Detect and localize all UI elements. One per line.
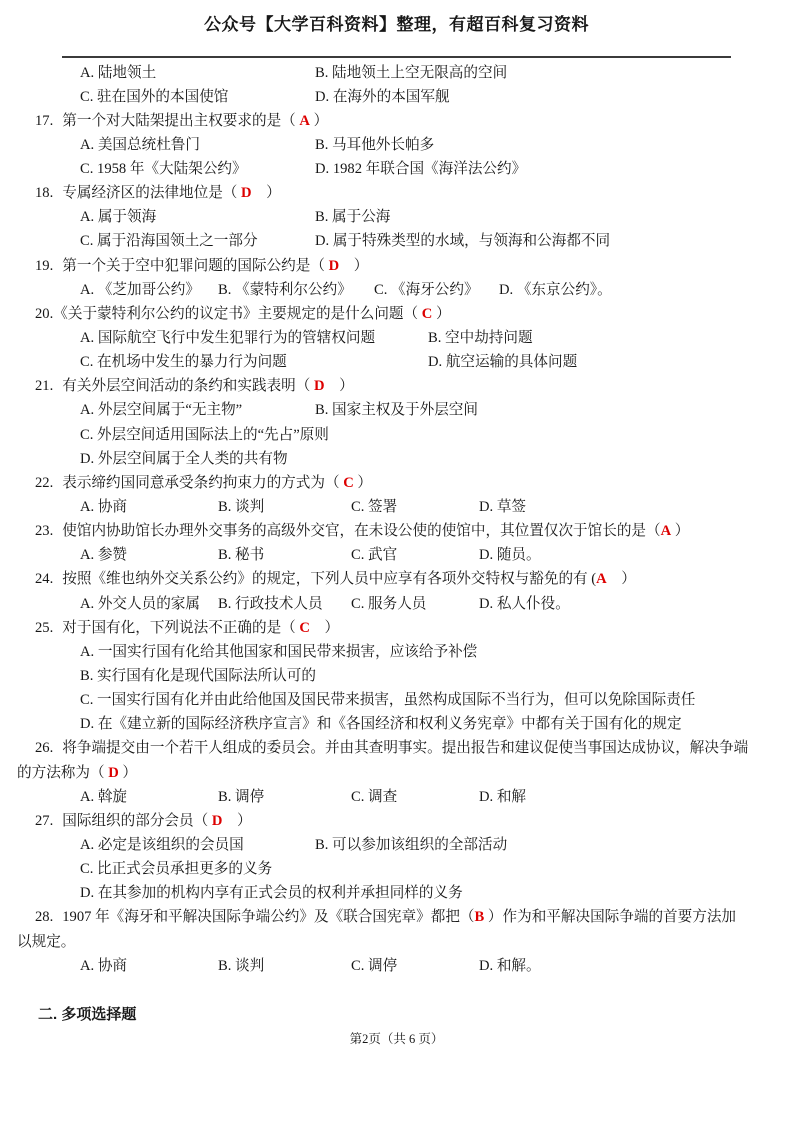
question-text-after: ） bbox=[671, 523, 690, 540]
option-item: B. 马耳他外长帕多 bbox=[315, 136, 435, 153]
answer-letter: C bbox=[343, 474, 354, 491]
question-text: 使馆内协助馆长办理外交事务的高级外交官，在未设公使的使馆中，其位置仅次于馆长的是（ bbox=[62, 523, 661, 540]
question-line bbox=[17, 302, 779, 326]
option-item: D. 航空运输的具体问题 bbox=[428, 354, 578, 371]
option-item: D. 属于特殊类型的水域，与领海和公海都不同 bbox=[315, 233, 611, 250]
option-item: C. 武官 bbox=[351, 547, 398, 564]
option-item: B. 陆地领土上空无限高的空间 bbox=[315, 64, 508, 81]
option-item: D. 和解。 bbox=[479, 957, 541, 974]
option-item: C. 驻在国外的本国使馆 bbox=[80, 88, 229, 105]
option-row bbox=[17, 398, 779, 422]
answer-letter: A bbox=[596, 571, 607, 588]
answer-letter: D bbox=[241, 185, 252, 202]
question-text-after: ） bbox=[353, 474, 372, 491]
question-number: 21. bbox=[35, 378, 54, 395]
option-item: A. 国际航空飞行中发生犯罪行为的管辖权问题 bbox=[80, 330, 376, 347]
option-item: B. 谈判 bbox=[218, 499, 265, 516]
question-text: 第一个关于空中犯罪问题的国际公约是（ bbox=[62, 257, 329, 274]
question-text-after: ）作为和平解决国际争端的首要方法加 bbox=[484, 909, 737, 926]
option-item: B. 属于公海 bbox=[315, 209, 391, 226]
question-text-after: ） bbox=[309, 619, 340, 636]
option-item: D. 在其参加的机构内享有正式会员的权利并承担同样的义务 bbox=[80, 885, 463, 902]
question-line bbox=[17, 567, 779, 591]
option-row bbox=[17, 205, 779, 229]
option-row bbox=[17, 326, 779, 350]
question-text: 有关外层空间活动的条约和实践表明（ bbox=[62, 378, 314, 395]
option-item: D. 在《建立新的国际经济秩序宣言》和《各国经济和权利义务宪章》中都有关于国有化的规定 bbox=[80, 716, 682, 733]
question-continuation bbox=[17, 930, 779, 954]
question-text-after: ） bbox=[606, 571, 636, 588]
option-row bbox=[17, 954, 779, 978]
option-row bbox=[17, 278, 779, 302]
option-row bbox=[17, 350, 779, 374]
option-item: B. 调停 bbox=[218, 788, 265, 805]
question-text: 第一个对大陆架提出主权要求的是（ bbox=[62, 112, 300, 129]
answer-letter: A bbox=[299, 112, 310, 129]
option-row bbox=[17, 85, 779, 109]
answer-letter: C bbox=[421, 305, 433, 322]
question-text-after: ） bbox=[251, 185, 281, 202]
question-text: 的方法称为（ bbox=[17, 764, 109, 781]
answer-letter: D bbox=[328, 257, 340, 274]
option-item: C. 服务人员 bbox=[351, 595, 427, 612]
exam-body bbox=[17, 61, 779, 978]
question-line bbox=[17, 736, 779, 760]
question-line bbox=[17, 374, 779, 398]
option-item: A. 参赞 bbox=[80, 547, 128, 564]
question-number: 26. bbox=[35, 740, 54, 757]
option-item: C. 《海牙公约》 bbox=[374, 281, 479, 298]
question-line bbox=[17, 809, 779, 833]
question-text-after: ） bbox=[309, 112, 329, 129]
option-item: D. 外层空间属于全人类的共有物 bbox=[80, 450, 288, 467]
question-text-after: ） bbox=[118, 764, 138, 781]
option-row bbox=[17, 712, 779, 736]
question-continuation bbox=[17, 761, 779, 785]
option-item: C. 比正式会员承担更多的义务 bbox=[80, 861, 273, 878]
question-text-after: ） bbox=[339, 257, 369, 274]
option-item: B. 行政技术人员 bbox=[218, 595, 323, 612]
option-item: A. 陆地领土 bbox=[80, 64, 157, 81]
header-divider bbox=[62, 56, 731, 58]
option-row bbox=[17, 833, 779, 857]
question-number: 19. bbox=[35, 257, 54, 274]
option-item: C. 1958 年《大陆架公约》 bbox=[80, 161, 247, 178]
option-item: D. 私人仆役。 bbox=[479, 595, 570, 612]
option-item: C. 调查 bbox=[351, 788, 398, 805]
option-item: C. 属于沿海国领土之一部分 bbox=[80, 233, 258, 250]
question-number: 23. bbox=[35, 523, 54, 540]
answer-letter: C bbox=[299, 619, 310, 636]
option-row bbox=[17, 447, 779, 471]
option-item: B. 空中劫持问题 bbox=[428, 330, 533, 347]
question-line bbox=[17, 905, 779, 929]
question-text: 《关于蒙特利尔公约的议定书》主要规定的是什么问题（ bbox=[53, 305, 422, 322]
page-number: 第2页（共 6 页） bbox=[349, 1032, 444, 1046]
option-item: A. 一国实行国有化给其他国家和国民带来损害，应该给予补偿 bbox=[80, 643, 478, 660]
option-item: C. 签署 bbox=[351, 499, 398, 516]
option-item: A. 外层空间属于“无主物” bbox=[80, 402, 243, 419]
option-item: D. 1982 年联合国《海洋法公约》 bbox=[315, 161, 527, 178]
option-item: B. 可以参加该组织的全部活动 bbox=[315, 837, 508, 853]
option-item: B. 《蒙特利尔公约》 bbox=[218, 281, 352, 298]
question-line bbox=[17, 616, 779, 640]
answer-letter: D bbox=[108, 764, 119, 781]
option-row bbox=[17, 640, 779, 664]
question-number: 24. bbox=[35, 571, 54, 588]
section-heading: 二. 多项选择题 bbox=[38, 1006, 137, 1023]
question-text-after: ） bbox=[324, 378, 354, 395]
option-row bbox=[17, 61, 779, 85]
option-item: C. 调停 bbox=[351, 957, 398, 974]
answer-letter: D bbox=[211, 812, 223, 829]
option-item: C. 在机场中发生的暴力行为问题 bbox=[80, 354, 287, 371]
question-text: 将争端提交由一个若干人组成的委员会。并由其查明事实。提出报告和建议促使当事国达成协议，解决争端 bbox=[62, 740, 749, 757]
question-text: 专属经济区的法律地位是（ bbox=[62, 185, 242, 202]
option-row bbox=[17, 857, 779, 881]
question-text: 以规定。 bbox=[17, 933, 76, 950]
question-text: 表示缔约国同意承受条约拘束力的方式为（ bbox=[62, 474, 344, 491]
option-item: B. 实行国有化是现代国际法所认可的 bbox=[80, 668, 316, 685]
question-text-after: ） bbox=[222, 812, 252, 829]
answer-letter: D bbox=[314, 378, 325, 395]
option-item: D. 随员。 bbox=[479, 547, 541, 564]
question-number: 18. bbox=[35, 185, 54, 202]
option-row bbox=[17, 785, 779, 809]
option-item: B. 国家主权及于外层空间 bbox=[315, 402, 478, 419]
option-item: A. 协商 bbox=[80, 957, 128, 974]
option-item: D. 和解 bbox=[479, 788, 527, 805]
question-number: 25. bbox=[35, 619, 54, 636]
option-item: A. 协商 bbox=[80, 499, 128, 516]
option-row bbox=[17, 543, 779, 567]
option-item: A. 美国总统杜鲁门 bbox=[80, 136, 200, 153]
option-item: B. 谈判 bbox=[218, 957, 265, 974]
question-number: 22. bbox=[35, 474, 54, 491]
answer-letter: B bbox=[474, 909, 485, 926]
question-line bbox=[17, 471, 779, 495]
question-line bbox=[17, 109, 779, 133]
question-text: 国际组织的部分会员（ bbox=[62, 812, 212, 829]
option-item: A. 必定是该组织的会员国 bbox=[80, 837, 244, 853]
question-line bbox=[17, 519, 779, 543]
question-text-after: ） bbox=[432, 305, 451, 322]
option-item: D. 《东京公约》。 bbox=[499, 281, 612, 298]
option-item: A. 外交人员的家属 bbox=[80, 595, 200, 612]
answer-letter: A bbox=[660, 523, 672, 540]
question-line bbox=[17, 254, 779, 278]
option-item: C. 外层空间适用国际法上的“先占”原则 bbox=[80, 426, 329, 443]
option-row bbox=[17, 592, 779, 616]
option-row bbox=[17, 423, 779, 447]
question-number: 28. bbox=[35, 909, 54, 926]
option-row bbox=[17, 495, 779, 519]
option-item: D. 草签 bbox=[479, 499, 527, 516]
option-row bbox=[17, 229, 779, 253]
option-row bbox=[17, 688, 779, 712]
question-text: 对于国有化，下列说法不正确的是（ bbox=[62, 619, 300, 636]
question-number: 27. bbox=[35, 812, 54, 829]
option-item: A. 《芝加哥公约》 bbox=[80, 281, 200, 298]
option-item: B. 秘书 bbox=[218, 547, 265, 564]
option-item: A. 斡旋 bbox=[80, 788, 128, 805]
option-row bbox=[17, 664, 779, 688]
option-row bbox=[17, 881, 779, 905]
question-line bbox=[17, 181, 779, 205]
option-item: D. 在海外的本国军舰 bbox=[315, 88, 450, 105]
question-number: 20. bbox=[35, 305, 54, 322]
option-item: C. 一国实行国有化并由此给他国及国民带来损害，虽然构成国际不当行为，但可以免除国际责任 bbox=[80, 692, 696, 709]
option-row bbox=[17, 133, 779, 157]
option-item: A. 属于领海 bbox=[80, 209, 157, 226]
header-note: 公众号【大学百科资料】整理，有超百科复习资料 bbox=[204, 15, 589, 34]
question-text: 按照《维也纳外交关系公约》的规定，下列人员中应享有各项外交特权与豁免的有 ( bbox=[62, 571, 597, 588]
question-number: 17. bbox=[35, 112, 54, 129]
question-text: 1907 年《海牙和平解决国际争端公约》及《联合国宪章》都把（ bbox=[62, 909, 475, 926]
option-row bbox=[17, 157, 779, 181]
